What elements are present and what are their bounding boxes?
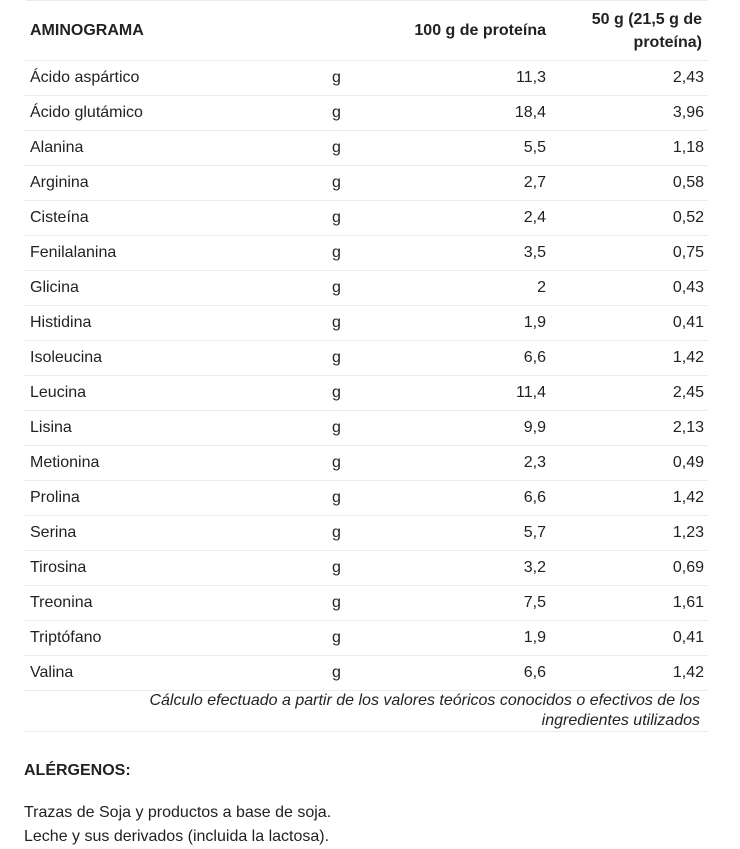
table-row [24,446,708,481]
table-row [24,271,708,306]
amino-value-50g: 0,58 [546,166,708,201]
amino-name: Serina [24,516,324,551]
amino-name: Valina [24,656,324,691]
amino-value-100g: 6,6 [404,656,546,691]
allergens-title: ALÉRGENOS: [24,762,131,779]
amino-value-50g: 2,13 [546,411,708,446]
amino-value-100g: 1,9 [404,621,546,656]
allergens-line-milk: Leche y sus derivados (incluida la lactosa). [24,828,330,845]
allergens-line-soy: Trazas de Soja y productos a base de soja. [24,804,332,821]
amino-value-100g: 3,2 [404,551,546,586]
amino-value-50g: 0,52 [546,201,708,236]
amino-value-100g: 7,5 [404,586,546,621]
amino-value-50g: 1,23 [546,516,708,551]
table-row [24,236,708,271]
amino-value-50g: 0,43 [546,271,708,306]
amino-unit: g [324,61,404,96]
amino-value-50g: 1,42 [546,656,708,691]
amino-name: Cisteína [24,201,324,236]
amino-unit: g [324,131,404,166]
amino-value-50g: 2,45 [546,376,708,411]
calculation-note [24,691,708,732]
table-row [24,516,708,551]
amino-unit: g [324,166,404,201]
amino-name: Alanina [24,131,324,166]
table-row [24,201,708,236]
amino-unit: g [324,656,404,691]
aminogram-table [24,1,708,732]
amino-name: Metionina [24,446,324,481]
amino-value-100g: 5,7 [404,516,546,551]
table-row [24,481,708,516]
note-line1: Cálculo efectuado a partir de los valores teóricos conocidos o efectivos de los [149,692,700,709]
amino-value-100g: 2,4 [404,201,546,236]
amino-value-100g: 9,9 [404,411,546,446]
amino-value-50g: 1,42 [546,481,708,516]
table-row [24,131,708,166]
amino-unit: g [324,621,404,656]
amino-value-50g: 0,41 [546,306,708,341]
header-unit [324,1,404,61]
amino-name: Leucina [24,376,324,411]
header-50g-line1: 50 g (21,5 g de [591,10,702,28]
amino-unit: g [324,271,404,306]
amino-value-100g: 2,7 [404,166,546,201]
amino-value-100g: 2 [404,271,546,306]
header-aminograma: AMINOGRAMA [24,1,324,61]
amino-value-50g: 3,96 [546,96,708,131]
amino-unit: g [324,516,404,551]
note-row [24,691,708,732]
amino-name: Isoleucina [24,341,324,376]
amino-name: Treonina [24,586,324,621]
table-row [24,341,708,376]
amino-name: Fenilalanina [24,236,324,271]
amino-value-50g: 0,75 [546,236,708,271]
amino-unit: g [324,96,404,131]
amino-value-100g: 3,5 [404,236,546,271]
amino-unit: g [324,341,404,376]
table-row [24,621,708,656]
amino-name: Arginina [24,166,324,201]
table-row [24,551,708,586]
amino-value-100g: 6,6 [404,481,546,516]
allergens-section [24,759,708,849]
amino-name: Triptófano [24,621,324,656]
amino-unit: g [324,586,404,621]
amino-value-100g: 11,3 [404,61,546,96]
amino-name: Ácido glutámico [24,96,324,131]
amino-value-50g: 1,18 [546,131,708,166]
amino-value-100g: 2,3 [404,446,546,481]
amino-value-50g: 0,69 [546,551,708,586]
amino-value-100g: 18,4 [404,96,546,131]
amino-value-50g: 1,61 [546,586,708,621]
amino-value-100g: 6,6 [404,341,546,376]
amino-unit: g [324,481,404,516]
amino-unit: g [324,376,404,411]
amino-unit: g [324,446,404,481]
amino-unit: g [324,551,404,586]
amino-name: Glicina [24,271,324,306]
amino-name: Tirosina [24,551,324,586]
amino-value-50g: 0,41 [546,621,708,656]
amino-name: Ácido aspártico [24,61,324,96]
amino-unit: g [324,306,404,341]
amino-name: Histidina [24,306,324,341]
amino-unit: g [324,236,404,271]
amino-value-100g: 1,9 [404,306,546,341]
table-row [24,96,708,131]
header-100g-protein: 100 g de proteína [404,1,546,61]
table-header-row [24,1,708,61]
table-row [24,376,708,411]
amino-name: Lisina [24,411,324,446]
table-row [24,61,708,96]
amino-value-50g: 0,49 [546,446,708,481]
table-row [24,656,708,691]
amino-name: Prolina [24,481,324,516]
amino-value-100g: 11,4 [404,376,546,411]
header-50g-serving [546,1,708,61]
amino-unit: g [324,201,404,236]
amino-value-100g: 5,5 [404,131,546,166]
amino-value-50g: 1,42 [546,341,708,376]
note-line2: ingredientes utilizados [541,712,700,729]
amino-value-50g: 2,43 [546,61,708,96]
table-row [24,586,708,621]
amino-unit: g [324,411,404,446]
table-row [24,166,708,201]
table-row [24,306,708,341]
table-row [24,411,708,446]
header-50g-line2: proteína) [633,33,702,51]
